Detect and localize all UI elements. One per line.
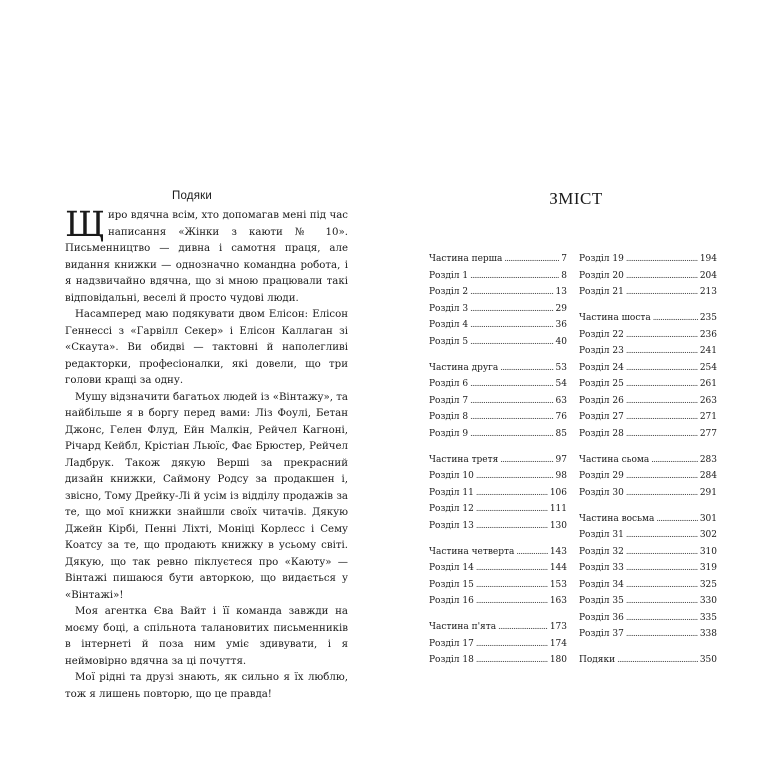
toc-entry-label: Розділ 9 [429,428,469,439]
toc-entry-page: 301 [699,513,717,524]
toc-chapter-entry [579,527,717,544]
toc-entry-page: 291 [699,487,717,498]
toc-leader-dots [470,376,553,393]
toc-entry-page: 338 [699,629,717,639]
toc-chapter-entry [429,334,567,351]
toc-column-1 [429,251,567,669]
toc-entry-page: 235 [699,313,717,323]
toc-entry-page: 350 [699,655,717,665]
toc-entry-page: 241 [699,346,717,356]
toc-entry-page: 302 [699,530,717,540]
toc-chapter-entry [429,268,567,285]
toc-entry-label: Розділ 2 [429,287,469,297]
toc-entry-label: Розділ 32 [579,546,624,557]
toc-chapter-entry [429,468,567,485]
toc-entry-label: Розділ 8 [429,412,469,422]
toc-leader-dots [476,485,548,502]
toc-entry-page: 76 [555,412,567,422]
toc-entry-label: Розділ 3 [429,303,469,314]
toc-entry-page: 261 [699,379,717,389]
toc-leader-dots [626,577,698,594]
toc-leader-dots [656,511,697,528]
toc-leader-dots [476,652,548,669]
toc-chapter-entry [429,652,567,669]
toc-leader-dots [626,468,698,485]
toc-chapter-entry [429,593,567,610]
toc-entry-page: 277 [699,428,717,439]
toc-chapter-entry [429,284,567,301]
toc-chapter-entry [429,426,567,443]
toc-leader-dots [476,560,548,577]
toc-leader-dots [476,577,548,594]
toc-entry-page: 330 [699,596,717,606]
toc-entry-page: 213 [699,287,717,297]
toc-part-entry [579,511,717,528]
toc-entry-label: Розділ 18 [429,655,474,665]
toc-entry-label: Розділ 6 [429,379,469,389]
toc-entry-page: 143 [549,546,567,557]
toc-part-entry [429,360,567,377]
toc-leader-dots [617,652,698,669]
toc-leader-dots [626,485,698,502]
toc-entry-page: 180 [549,655,567,665]
toc-entry-label: Частина сьома [579,454,650,465]
toc-entry-page: 173 [549,622,567,632]
toc-entry-label: Розділ 21 [579,287,624,297]
toc-leader-dots [626,343,698,360]
toc-entry-label: Розділ 24 [579,362,624,373]
toc-entry-label: Розділ 35 [579,596,624,606]
toc-entry-label: Розділ 22 [579,329,624,340]
toc-entry-page: 283 [699,454,717,465]
toc-part-entry [429,251,567,268]
toc-entry-label: Подяки [579,655,616,665]
toc-chapter-entry [579,409,717,426]
toc-entry-label: Розділ 36 [579,612,624,623]
toc-entry-label: Розділ 13 [429,520,474,531]
toc-entry-page: 40 [555,336,567,347]
toc-chapter-entry [579,393,717,410]
toc-leader-dots [626,426,698,443]
toc-leader-dots [470,426,553,443]
toc-entry-label: Розділ 29 [579,471,624,481]
toc-chapter-entry [429,393,567,410]
toc-entry-page: 263 [699,395,717,406]
toc-entry-label: Частина п'ята [429,622,497,632]
toc-entry-label: Розділ 30 [579,487,624,498]
toc-leader-dots [653,310,698,327]
toc-entry-page: 85 [555,428,567,439]
ack-paragraph-4: Моя агентка Єва Вайт і її команда завжди на моєму боці, а спільнота талановитих письменників в інтернеті й поза ним уміє здивувати, і я неймовірно вдячна за ці почуття. [65,606,348,667]
toc-entry-page: 98 [555,471,567,481]
toc-entry-label: Розділ 37 [579,629,624,639]
toc-chapter-entry [579,426,717,443]
toc-entry-page: 325 [699,579,717,590]
toc-entry-page: 97 [555,454,567,465]
toc-leader-dots [500,452,553,469]
toc-leader-dots [498,619,548,636]
ack-paragraph-5: Мої рідні та друзі знають, як сильно я їх люблю, тож я лишень повторю, що це правда! [65,672,348,700]
right-page [384,0,768,768]
toc-chapter-entry [579,468,717,485]
toc-chapter-entry [579,284,717,301]
toc-leader-dots [470,393,553,410]
ack-paragraph-2: Насамперед маю подякувати двом Елісон: Елісон Геннессі з «Гарвілл Секер» і Елісон Каллаган зі «Скаута». Ви обидві — тактовні й наполегливі редакторки, професіоналки, які довели, що три голови кращі за одну. [65,309,348,386]
toc-entry-page: 254 [699,362,717,373]
toc-chapter-entry [579,327,717,344]
toc-entry-label: Частина третя [429,454,499,465]
toc-entry-label: Розділ 16 [429,596,474,606]
toc-entry-page: 130 [549,520,567,531]
toc-chapter-entry [579,343,717,360]
toc-entry-label: Розділ 28 [579,428,624,439]
toc-leader-dots [626,593,698,610]
toc-leader-dots [626,409,698,426]
toc-leader-dots [470,409,553,426]
toc-entry-page: 36 [555,320,567,330]
toc-entry-label: Розділ 20 [579,270,624,281]
toc-entry-label: Розділ 14 [429,563,474,573]
toc-entry-label: Розділ 27 [579,412,624,422]
toc-entry-label: Розділ 26 [579,395,624,406]
toc-entry-label: Розділ 15 [429,579,474,590]
toc-entry-label: Частина четверта [429,546,515,557]
toc-leader-dots [476,501,548,518]
toc-chapter-entry [429,376,567,393]
toc-entry-page: 13 [555,287,567,297]
toc-entry-page: 335 [699,612,717,623]
toc-chapter-entry [579,485,717,502]
toc-entry-page: 284 [699,471,717,481]
toc-chapter-entry [579,577,717,594]
toc-chapter-entry [429,636,567,653]
toc-entry-label: Розділ 7 [429,395,469,406]
toc-chapter-entry [579,610,717,627]
toc-leader-dots [626,327,698,344]
toc-leader-dots [651,452,698,469]
toc-entry-label: Частина шоста [579,313,651,323]
toc-entry-page: 310 [699,546,717,557]
toc-leader-dots [470,334,553,351]
toc-leader-dots [476,636,548,653]
toc-chapter-entry [579,268,717,285]
toc-part-entry [579,652,717,669]
toc-leader-dots [626,544,698,561]
toc-entry-page: 194 [699,254,717,264]
toc-entry-page: 153 [549,579,567,590]
toc-entry-label: Частина восьма [579,513,655,524]
toc-entry-label: Розділ 4 [429,320,469,330]
toc-leader-dots [500,360,553,377]
toc-entry-label: Розділ 12 [429,504,474,514]
acknowledgements-body [65,205,348,703]
toc-entry-page: 8 [561,270,567,281]
toc-entry-label: Розділ 19 [579,254,624,264]
toc-chapter-entry [579,626,717,643]
toc-leader-dots [470,284,553,301]
toc-leader-dots [626,610,698,627]
drop-cap: Щ [65,205,105,245]
toc-entry-label: Розділ 23 [579,346,624,356]
toc-entry-page: 111 [549,504,567,514]
toc-entry-page: 7 [561,254,567,264]
toc-leader-dots [476,593,548,610]
toc-leader-dots [626,376,698,393]
toc-leader-dots [476,518,548,535]
toc-entry-page: 319 [699,563,717,573]
toc-leader-dots [476,468,554,485]
toc-leader-dots [626,393,698,410]
toc-entry-page: 106 [549,487,567,498]
toc-column-2 [579,251,717,669]
toc-chapter-entry [579,360,717,377]
toc-title: ЗМІСТ [549,189,603,208]
toc-entry-label: Розділ 33 [579,563,624,573]
toc-leader-dots [504,251,559,268]
toc-part-entry [579,452,717,469]
toc-chapter-entry [429,409,567,426]
toc-leader-dots [626,527,698,544]
toc-entry-label: Розділ 17 [429,638,474,649]
toc-chapter-entry [429,485,567,502]
toc-entry-label: Розділ 25 [579,379,624,389]
toc-entry-label: Розділ 31 [579,530,624,540]
acknowledgements-title: Подяки [171,190,212,202]
toc-leader-dots [626,284,698,301]
toc-part-entry [429,452,567,469]
ack-paragraph-1-text: иро вдячна всім, хто допомагав мені під час написання «Жінки з каюти № 10». Письменництво — дивна і самотня праця, але видання книжки — однозначно командна робота, і я надзвичайно вдячна, що зі мною працювали такі відповідальні, веселі й просто чудові люди. [65,210,348,304]
toc-entry-page: 236 [699,329,717,340]
toc-leader-dots [470,317,553,334]
toc-entry-label: Частина перша [429,254,503,264]
toc-entry-label: Розділ 1 [429,270,469,281]
toc-part-entry [429,619,567,636]
toc-chapter-entry [579,544,717,561]
toc-leader-dots [470,301,553,318]
toc-entry-page: 271 [699,412,717,422]
toc-entry-label: Розділ 34 [579,579,624,590]
toc-entry-page: 63 [555,395,567,406]
toc-chapter-entry [579,376,717,393]
toc-entry-page: 144 [549,563,567,573]
toc-leader-dots [516,544,547,561]
toc-chapter-entry [429,518,567,535]
ack-paragraph-1 [65,205,348,307]
toc-chapter-entry [579,560,717,577]
toc-chapter-entry [579,593,717,610]
toc-part-entry [579,310,717,327]
toc-entry-page: 174 [549,638,567,649]
toc-leader-dots [626,360,698,377]
toc-entry-page: 29 [555,303,567,314]
toc-chapter-entry [429,577,567,594]
toc-chapter-entry [429,501,567,518]
toc-chapter-entry [429,301,567,318]
toc-leader-dots [626,268,698,285]
toc-leader-dots [626,251,698,268]
toc-entry-page: 204 [699,270,717,281]
toc-entry-label: Частина друга [429,362,499,373]
toc-chapter-entry [429,560,567,577]
toc-entry-page: 53 [555,362,567,373]
toc-chapter-entry [429,317,567,334]
toc-leader-dots [626,626,698,643]
toc-leader-dots [470,268,559,285]
toc-entry-page: 54 [555,379,567,389]
toc-entry-label: Розділ 11 [429,487,474,498]
toc-chapter-entry [579,251,717,268]
toc-entry-label: Розділ 5 [429,336,469,347]
toc-leader-dots [626,560,698,577]
toc-part-entry [429,544,567,561]
toc-entry-page: 163 [549,596,567,606]
toc-entry-label: Розділ 10 [429,471,474,481]
ack-paragraph-3: Мушу відзначити багатьох людей із «Вінтажу», та найбільше я в боргу перед вами: Ліз Фоулі, Бетан Джонс, Гелен Флуд, Ейн Малкін, Рейчел Кагноні, Річард Кейбл, Крістіан Льюїс, Фає Брюстер, Рейчел Ладбрук. Також дякую Верші за прекрасний дизайн книжки, Саймону Родсу за продакшен і, звісно, Тому Дрейку-Лі й усім із відділу продажів за те, що мої книжки знайшли своїх читачів. Дякую Джейн Кірбі, Пенні Ліхті, Моніці Корлесс і Сему Коатсу за те, що продають книжку в усьому світі. Дякую, що так ревно піклуєтеся про «Каюту» — Вінтажі пишаюся бути авторкою, що видається у «Вінтажі»! [65,391,348,601]
